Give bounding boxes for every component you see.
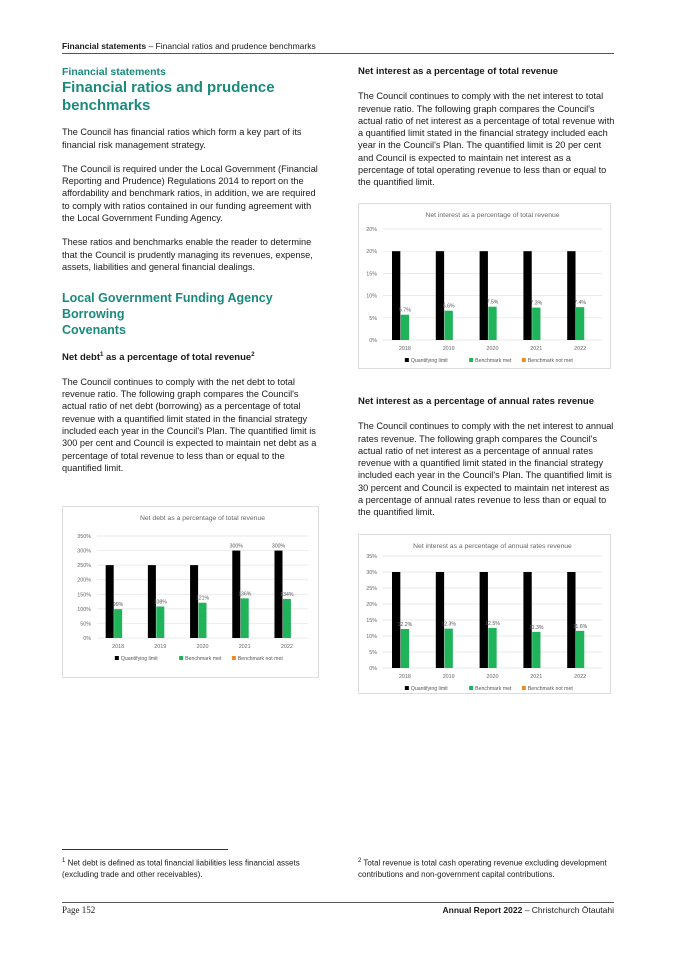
page-title-line2: benchmarks [62,97,151,115]
bar-benchmark-met [156,607,164,638]
bar-benchmark-met [401,315,409,340]
y-tick-label: 20% [366,227,377,233]
x-tick-label: 2022 [574,346,587,352]
legend-swatch [469,358,473,362]
x-tick-label: 2022 [574,674,587,680]
chart-net-interest-total [358,203,611,369]
lgfa-heading-line2: Covenants [62,323,126,338]
page-number: Page 152 [62,905,96,915]
legend-label: Benchmark not met [237,656,283,662]
y-tick-label: 350% [77,534,91,540]
data-label: 99% [112,602,124,609]
legend-label: Benchmark not met [527,358,573,364]
chart-title: Net interest as a percentage of annual rates revenue [413,543,572,550]
footnote-2-text: Total revenue is total cash operating revenue excluding development contributions and non-government capital contributions. [358,858,607,879]
x-tick-label: 2020 [486,346,499,352]
kicker: Financial statements [62,66,166,78]
footnote-ref-1[interactable]: 1 [100,352,104,359]
bar-quantifying-limit [523,251,531,340]
data-label: 108% [153,599,167,606]
data-label: 134% [280,591,294,598]
x-tick-label: 2021 [530,674,543,680]
x-tick-label: 2022 [280,644,293,650]
legend-swatch [405,686,409,690]
legend-swatch [232,656,236,660]
legend-label: Benchmark met [475,686,512,692]
bar-benchmark-met [488,628,496,668]
data-label: 6.6% [442,303,455,310]
footnote-1 [62,856,312,880]
bar-benchmark-met [445,311,453,340]
chart-net-debt-svg [63,507,318,677]
chart-title: Net debt as a percentage of total revenue [139,515,266,522]
bar-benchmark-met [283,599,291,638]
bar-quantifying-limit [436,572,444,668]
purpose-paragraph: These ratios and benchmarks enable the reader to determine that the Council is prudently managing its revenues, expense, assets, liabilities and general financial dealings. [62,237,313,272]
bar-benchmark-met [198,603,206,638]
legend-swatch [522,358,526,362]
intro-paragraph: The Council has financial ratios which form a key part of its financial risk management strategy. [62,127,302,150]
net-interest-rates-paragraph: The Council continues to comply with the net interest to annual rates revenue. The following graph compares the Council's actual ratio of net interest as a percentage of annual rates revenue with a quantified limit stated in the financial strategy included each year in the Council's Plan. The quantified limit is 30 percent and Council is expected to maintain net interest as a percentage of annual rates revenue to less than or equal to the quantified limit. [358,421,614,518]
chart-net-debt [62,506,319,678]
bar-benchmark-met [532,308,540,340]
header-section: Financial statements [62,41,147,51]
y-tick-label: 200% [77,577,91,584]
footer-rule [62,902,614,903]
data-label: 5.7% [398,307,411,314]
y-tick-label: 10% [366,634,377,640]
bar-quantifying-limit [392,572,400,668]
bar-benchmark-met [241,598,249,638]
data-label: 7.3% [530,300,543,307]
lgfa-heading-line1: Local Government Funding Agency Borrowing [62,291,273,322]
footnote-2-mark: 2 [358,858,362,864]
y-tick-label: 0% [83,636,91,642]
y-tick-label: 10% [366,293,377,300]
x-tick-label: 2018 [398,674,411,680]
bar-benchmark-met [445,629,453,668]
x-tick-label: 2018 [398,346,411,352]
bar-quantifying-limit [567,251,575,340]
x-tick-label: 2019 [154,644,167,650]
net-debt-heading-text-b: as a percentage of total revenue [103,352,252,364]
y-tick-label: 5% [369,650,377,656]
footnote-ref-2[interactable]: 2 [251,352,255,359]
net-interest-rates-heading: Net interest as a percentage of annual rates revenue [358,396,595,407]
y-tick-label: 100% [77,606,91,613]
net-debt-paragraph: The Council continues to comply with the net debt to total revenue ratio. The following graph compares the Council's actual ratio of net debt (borrowing) as a percentage of total revenue with a quantified limit stated in the financial strategy included each year in the Council's Plan. The quantified limit is 300 per cent and Council is expected to maintain net debt as a percentage of total revenue to less than or equal to the quantified limit. [62,376,317,473]
legend-swatch [469,686,473,690]
y-tick-label: 25% [366,586,377,592]
y-tick-label: 300% [77,548,91,555]
y-tick-label: 20% [366,602,377,608]
data-label: 121% [195,595,210,602]
data-label: 7.4% [574,300,587,307]
x-tick-label: 2018 [112,644,125,650]
legend-label: Quantifying limit [120,656,158,662]
bar-benchmark-met [576,631,584,668]
bar-quantifying-limit [567,572,575,668]
legend-label: Benchmark not met [527,686,573,692]
bar-benchmark-met [576,307,584,340]
footnote-2 [358,856,608,880]
y-tick-label: 5% [369,315,377,322]
footer-publication [443,905,614,915]
chart-net-interest-rates [358,534,611,694]
y-tick-label: 20% [366,249,377,256]
bar-benchmark-met [532,632,540,668]
x-tick-label: 2021 [238,644,251,650]
data-label: 7.5% [486,299,499,306]
bar-benchmark-met [401,629,409,668]
net-debt-heading [62,349,324,364]
footer-title: Annual Report 2022 [442,905,523,915]
bar-quantifying-limit [392,251,400,340]
header-subtitle: – Financial ratios and prudence benchmarks [146,41,316,51]
y-tick-label: 150% [77,592,91,599]
data-label: 11.3% [529,624,544,631]
header-rule [62,53,614,54]
x-tick-label: 2021 [530,346,543,352]
legend-swatch [115,656,119,660]
data-label: 12.5% [485,621,500,627]
bar-benchmark-met [488,307,496,340]
net-interest-total-paragraph: The Council continues to comply with the net interest to total revenue ratio. The following graph compares the Council's actual ratio of net interest as a percentage of total revenue with a quantified limit stated in the financial strategy included each year in the Council's Plan. The quantified limit is 20 per cent and Council is expected to maintain net interest as a percentage of total operating revenue to less than or equal to the quantified limit. [358,91,615,188]
y-tick-label: 35% [366,554,377,560]
bar-benchmark-met [114,609,122,638]
bar-quantifying-limit [480,572,488,668]
data-label: 12.3% [441,621,457,628]
y-tick-label: 50% [80,621,91,628]
net-debt-heading-text: Net debt [62,352,100,364]
chart-title: Net interest as a percentage of total revenue [425,212,560,219]
y-tick-label: 15% [366,618,377,624]
y-tick-label: 0% [369,338,377,344]
chart-net-interest-total-svg [359,204,610,368]
footnote-1-mark: 1 [62,858,66,864]
legend-swatch [405,358,409,362]
regulation-paragraph: The Council is required under the Local Government (Financial Reporting and Prudence) Regulations 2014 to report on the affordability and benchmark ratios, in addition, we are required to comply with ratios contained in our funding agreement with the Local Government Funding Agency. [62,163,318,224]
left-column [62,66,324,474]
y-tick-label: 15% [366,271,377,278]
right-column-bottom [358,396,616,519]
y-tick-label: 30% [366,570,377,576]
legend-swatch [522,686,526,690]
x-tick-label: 2019 [442,346,455,352]
data-label: 300% [229,543,243,550]
y-tick-label: 0% [369,666,377,672]
page-title-line1: Financial ratios and prudence [62,79,275,97]
data-label: 300% [271,543,286,550]
footer-city: – Christchurch Ōtautahi [522,905,614,915]
net-interest-total-heading: Net interest as a percentage of total revenue [358,66,559,77]
legend-label: Benchmark met [185,656,222,662]
footnote-1-text: Net debt is defined as total financial liabilities less financial assets (excluding trade and other receivables). [62,858,300,879]
legend-swatch [179,656,183,660]
bar-quantifying-limit [436,251,444,340]
legend-label: Benchmark met [475,358,512,364]
bar-quantifying-limit [523,572,531,668]
x-tick-label: 2020 [196,644,209,650]
x-tick-label: 2020 [486,674,499,680]
data-label: 11.6% [572,623,588,630]
right-column-top [358,66,616,189]
legend-label: Quantifying limit [410,358,448,364]
data-label: 136% [238,591,252,598]
bar-quantifying-limit [480,251,488,340]
data-label: 12.2% [397,621,413,628]
y-tick-label: 250% [77,563,91,570]
chart-net-interest-rates-svg [359,535,610,693]
x-tick-label: 2019 [442,674,455,680]
running-header [62,41,316,51]
legend-label: Quantifying limit [410,686,448,692]
footnote-rule [62,849,228,850]
